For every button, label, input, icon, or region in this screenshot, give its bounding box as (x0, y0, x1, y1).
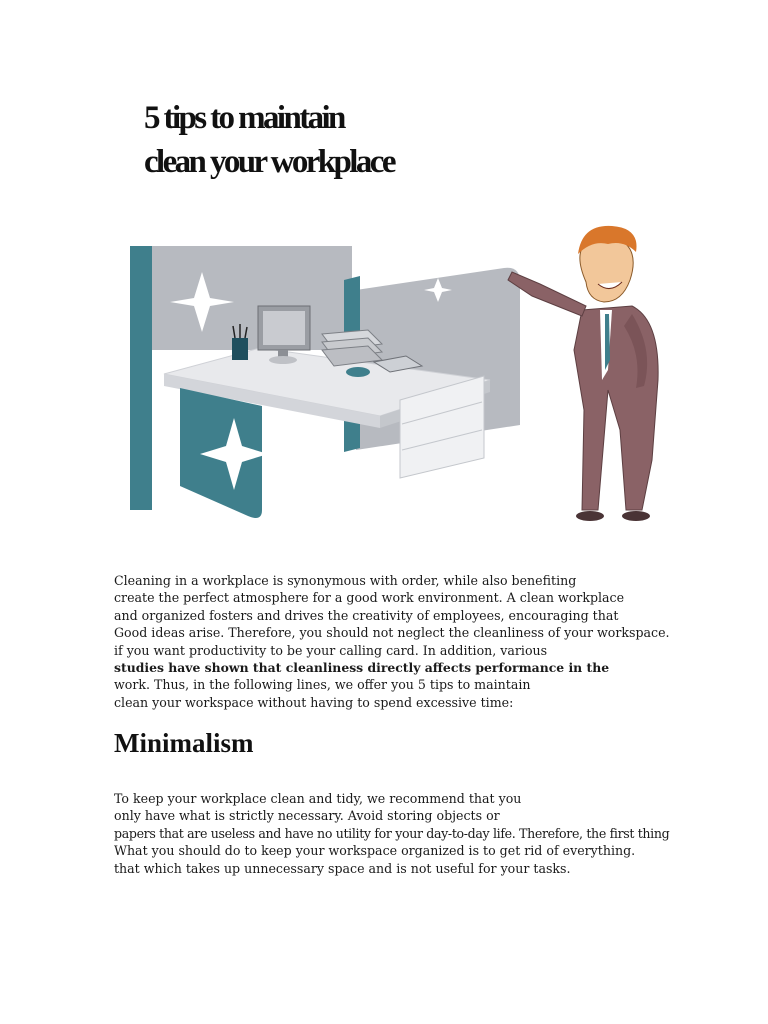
section-line: only have what is strictly necessary. Avoid storing objects or (114, 808, 500, 824)
section-line: papers that are useless and have no utility for your day-to-day life. Therefore, the first thing (114, 825, 670, 841)
section-line: What you should do to keep your workspace organized is to get rid of everything. (114, 843, 636, 859)
title-line-1: 5 tips to maintain (144, 100, 344, 136)
mouse-pad-icon (346, 367, 370, 377)
section-paragraph (114, 790, 669, 877)
page-title (144, 96, 394, 184)
paper-tray-icon (322, 330, 382, 366)
desk (164, 348, 490, 518)
intro-line: work. Thus, in the following lines, we offer you 5 tips to maintain (114, 677, 531, 693)
intro-line: if you want productivity to be your calling card. In addition, various (114, 642, 548, 658)
cubicle-illustration (112, 210, 682, 555)
section-line: that which takes up unnecessary space and is not useful for your tasks. (114, 860, 571, 876)
intro-line: create the perfect atmosphere for a good work environment. A clean workplace (114, 590, 625, 606)
section-line: To keep your workplace clean and tidy, we recommend that you (114, 791, 522, 806)
intro-line: Good ideas arise. Therefore, you should not neglect the cleanliness of your workspace. (114, 625, 670, 641)
intro-line-bold: studies have shown that cleanliness directly affects performance in the (114, 660, 610, 676)
intro-paragraph (114, 572, 670, 711)
smiling-man (508, 226, 658, 521)
intro-line: and organized fosters and drives the creativity of employees, encouraging that (114, 607, 619, 623)
intro-line: Cleaning in a workplace is synonymous with order, while also benefiting (114, 573, 577, 588)
intro-line: clean your workspace without having to spend excessive time: (114, 694, 514, 710)
section-heading: Minimalism (114, 728, 254, 758)
title-line-2: clean your workplace (144, 144, 394, 180)
